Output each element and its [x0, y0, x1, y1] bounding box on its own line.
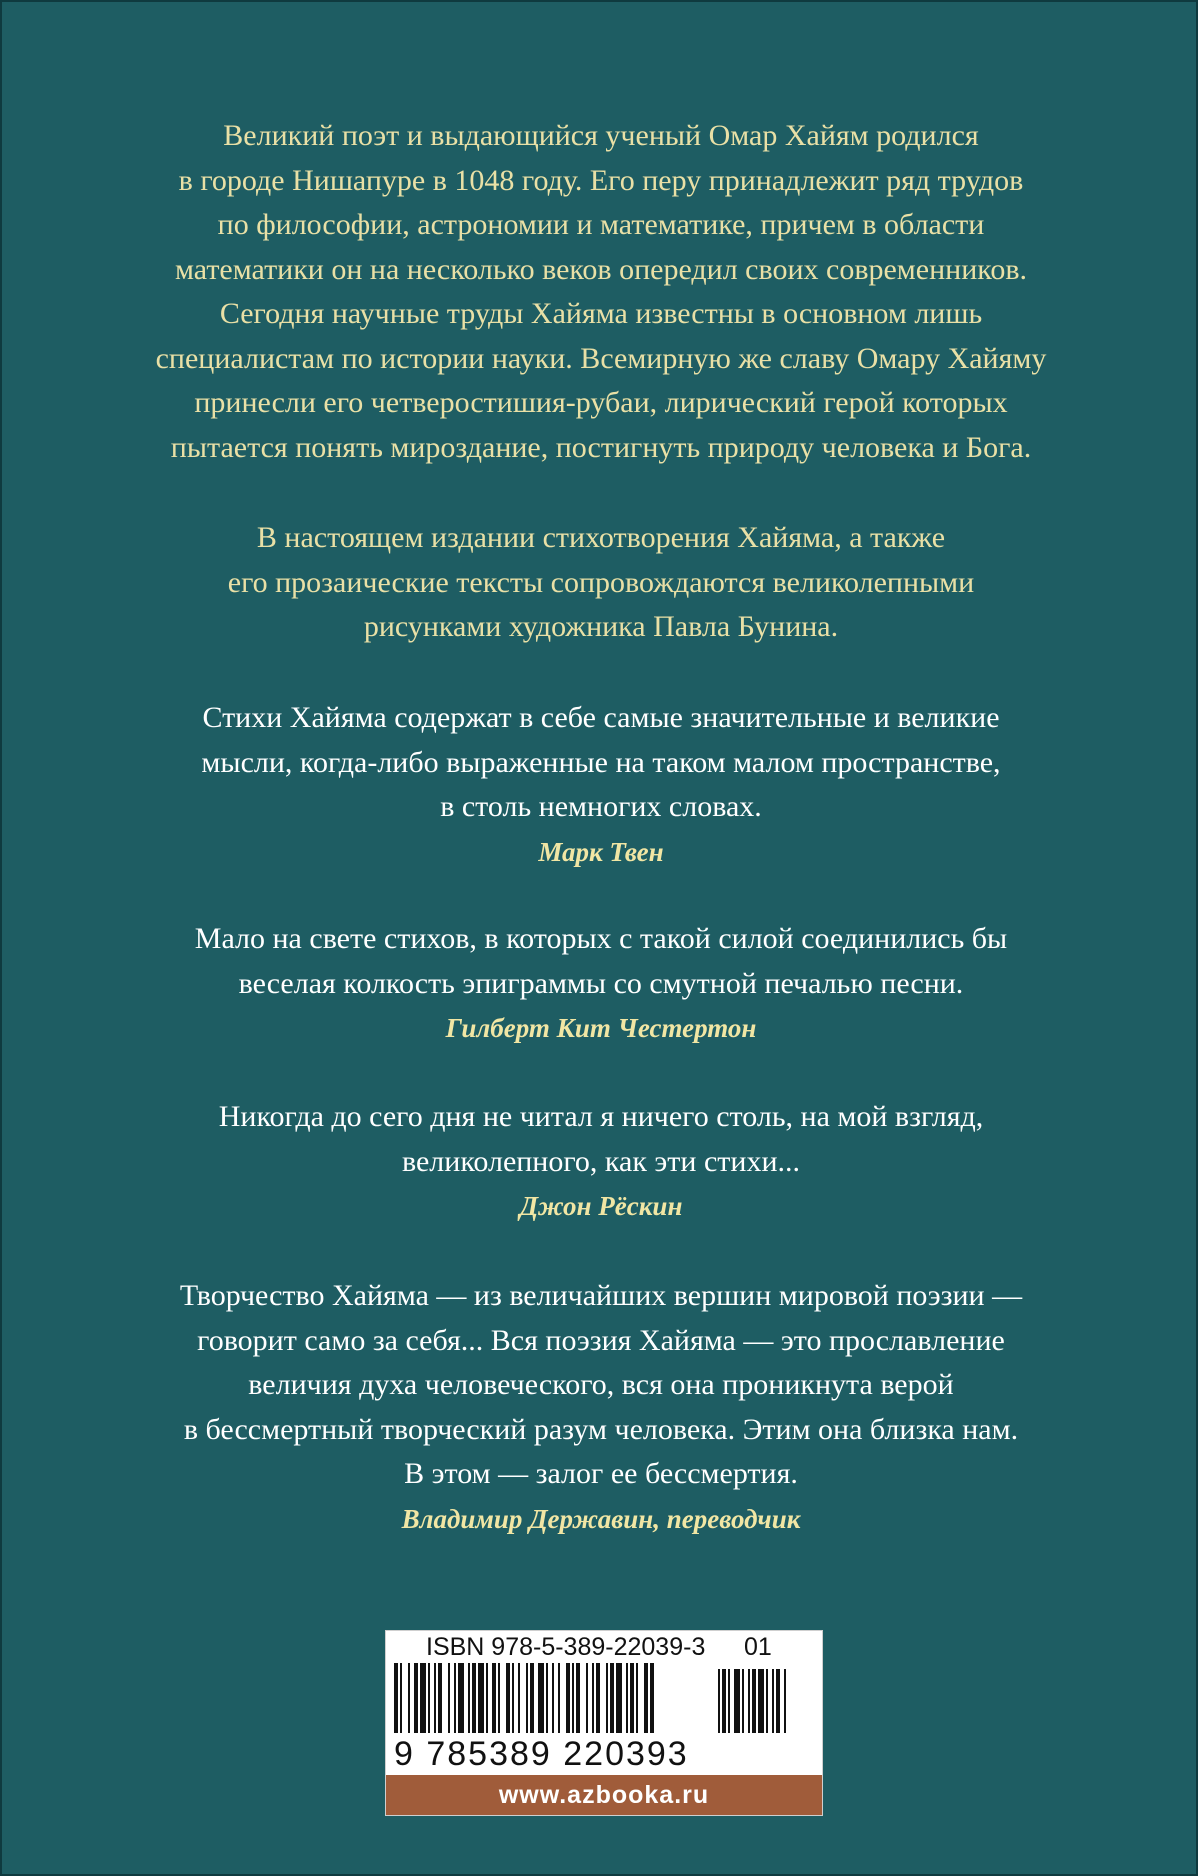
- barcode-bar: [558, 1663, 560, 1733]
- quote-chesterton: [62, 917, 1140, 1050]
- edition-line: рисунками художника Павла Бунина.: [363, 610, 839, 643]
- barcode-bar: [492, 1663, 496, 1733]
- barcode-addon-bar: [748, 1669, 750, 1733]
- quote-line: Мало на свете стихов, в которых с такой силой соединились бы: [194, 922, 1008, 955]
- barcode-bar: [586, 1663, 588, 1733]
- barcode-addon-bar: [734, 1669, 740, 1733]
- barcode-bar: [420, 1663, 426, 1733]
- barcode-addon-bar: [728, 1669, 730, 1733]
- quote-line: Стихи Хайяма содержат в себе самые значительные и великие: [202, 701, 1000, 734]
- barcode-bars-icon: [392, 1663, 818, 1735]
- quote-derzhavin: [62, 1274, 1140, 1541]
- barcode-bar: [616, 1663, 622, 1733]
- quote-line: великолепного, как эти стихи...: [401, 1144, 801, 1178]
- barcode-bar: [576, 1663, 580, 1733]
- barcode-bar: [644, 1663, 648, 1733]
- barcode-bar: [636, 1663, 638, 1733]
- intro-paragraph: [62, 114, 1140, 470]
- quote-author: Владимир Державин, переводчик: [401, 1503, 801, 1534]
- barcode-addon-bar: [752, 1669, 756, 1733]
- barcode-bar: [394, 1663, 398, 1733]
- barcode-bar: [596, 1663, 600, 1733]
- quote-line: Творчество Хайяма — из величайших вершин мировой поэзии —: [179, 1279, 1023, 1312]
- barcode-bar: [526, 1663, 528, 1733]
- barcode-bar: [454, 1663, 456, 1733]
- barcode-addon-bar: [722, 1669, 726, 1733]
- barcode-bar: [606, 1663, 608, 1733]
- intro-line: математики он на несколько веков опередил своих современников.: [175, 252, 1027, 286]
- barcode-addon-bar: [718, 1669, 720, 1733]
- barcode-bar: [486, 1663, 488, 1733]
- barcode-bar: [498, 1663, 500, 1733]
- barcode-bar: [458, 1663, 464, 1733]
- barcode-bar: [538, 1663, 544, 1733]
- quote-author: Джон Рёскин: [519, 1191, 683, 1221]
- barcode-bar: [408, 1663, 410, 1733]
- barcode-bar: [478, 1663, 484, 1733]
- isbn-barcode-panel: [385, 1630, 823, 1816]
- intro-line: пытается понять мироздание, постигнуть природу человека и Бога.: [170, 430, 1032, 464]
- barcode-addon-bar: [758, 1669, 764, 1733]
- barcode-bar: [546, 1663, 548, 1733]
- barcode-addon-bar: [784, 1669, 786, 1733]
- barcode-bar: [572, 1663, 574, 1733]
- barcode-addon-bar: [766, 1669, 768, 1733]
- isbn-label: ISBN 978-5-389-22039-3: [426, 1633, 706, 1661]
- barcode-bar: [434, 1663, 436, 1733]
- barcode-digits: 9 785389 220393: [394, 1735, 689, 1773]
- barcode-bar: [650, 1663, 654, 1733]
- barcode-bar: [468, 1663, 470, 1733]
- barcode-addon-bar: [742, 1669, 744, 1733]
- publisher-website: www.azbooka.ru: [386, 1775, 822, 1815]
- intro-line: специалистам по истории науки. Всемирную же славу Омару Хайяму: [155, 341, 1047, 375]
- quote-ruskin: [62, 1095, 1140, 1228]
- quote-author: Гилберт Кит Честертон: [445, 1013, 757, 1043]
- edition-line: его прозаические тексты сопровождаются великолепными: [227, 565, 975, 599]
- barcode-addon-bar: [772, 1669, 774, 1733]
- barcode-bar: [428, 1663, 430, 1733]
- barcode-bar: [630, 1663, 634, 1733]
- barcode-bar: [592, 1663, 594, 1733]
- barcode-bar: [400, 1663, 402, 1733]
- barcode-bar: [506, 1663, 510, 1733]
- edition-line: В настоящем издании стихотворения Хайяма, а также: [256, 521, 946, 554]
- quote-line: В этом — залог ее бессмертия.: [404, 1457, 798, 1490]
- barcode-bar: [552, 1663, 554, 1733]
- barcode-bar: [530, 1663, 534, 1733]
- barcode-bar: [512, 1663, 514, 1733]
- quote-author: Марк Твен: [538, 836, 664, 867]
- quote-line: веселая колкость эпиграммы со смутной печалью песни.: [238, 966, 964, 1000]
- intro-line: по философии, астрономии и математике, причем в области: [217, 208, 985, 241]
- barcode-bar: [438, 1663, 442, 1733]
- intro-line: принесли его четверостишия-рубаи, лирический герой которых: [194, 386, 1008, 419]
- quote-line: мысли, когда-либо выраженные на таком малом пространстве,: [201, 745, 1001, 779]
- intro-line: Сегодня научные труды Хайяма известны в основном лишь: [219, 297, 983, 330]
- barcode-addon-bar: [776, 1669, 780, 1733]
- isbn-addon-code: 01: [744, 1633, 772, 1661]
- quote-line: величия духа человеческого, вся она проникнута верой: [248, 1368, 954, 1401]
- quote-line: в бессмертный творческий разум человека. Этим она близка нам.: [183, 1412, 1019, 1446]
- barcode-bar: [610, 1663, 614, 1733]
- barcode-bar: [472, 1663, 476, 1733]
- edition-paragraph: [62, 516, 1140, 650]
- barcode-bar: [448, 1663, 450, 1733]
- intro-line: Великий поэт и выдающийся ученый Омар Хайям родился: [223, 119, 979, 152]
- barcode-bar: [566, 1663, 570, 1733]
- quote-line: в столь немногих словах.: [440, 790, 762, 823]
- barcode-bar: [626, 1663, 628, 1733]
- quote-mark-twain: [62, 696, 1140, 874]
- barcode-bar: [518, 1663, 520, 1733]
- quote-line: говорит само за себя... Вся поэзия Хайяма — это прославление: [197, 1323, 1005, 1357]
- barcode-bar: [414, 1663, 418, 1733]
- quote-line: Никогда до сего дня не читал я ничего столь, на мой взгляд,: [218, 1100, 984, 1133]
- intro-line: в городе Нишапуре в 1048 году. Его перу принадлежит ряд трудов: [178, 163, 1024, 197]
